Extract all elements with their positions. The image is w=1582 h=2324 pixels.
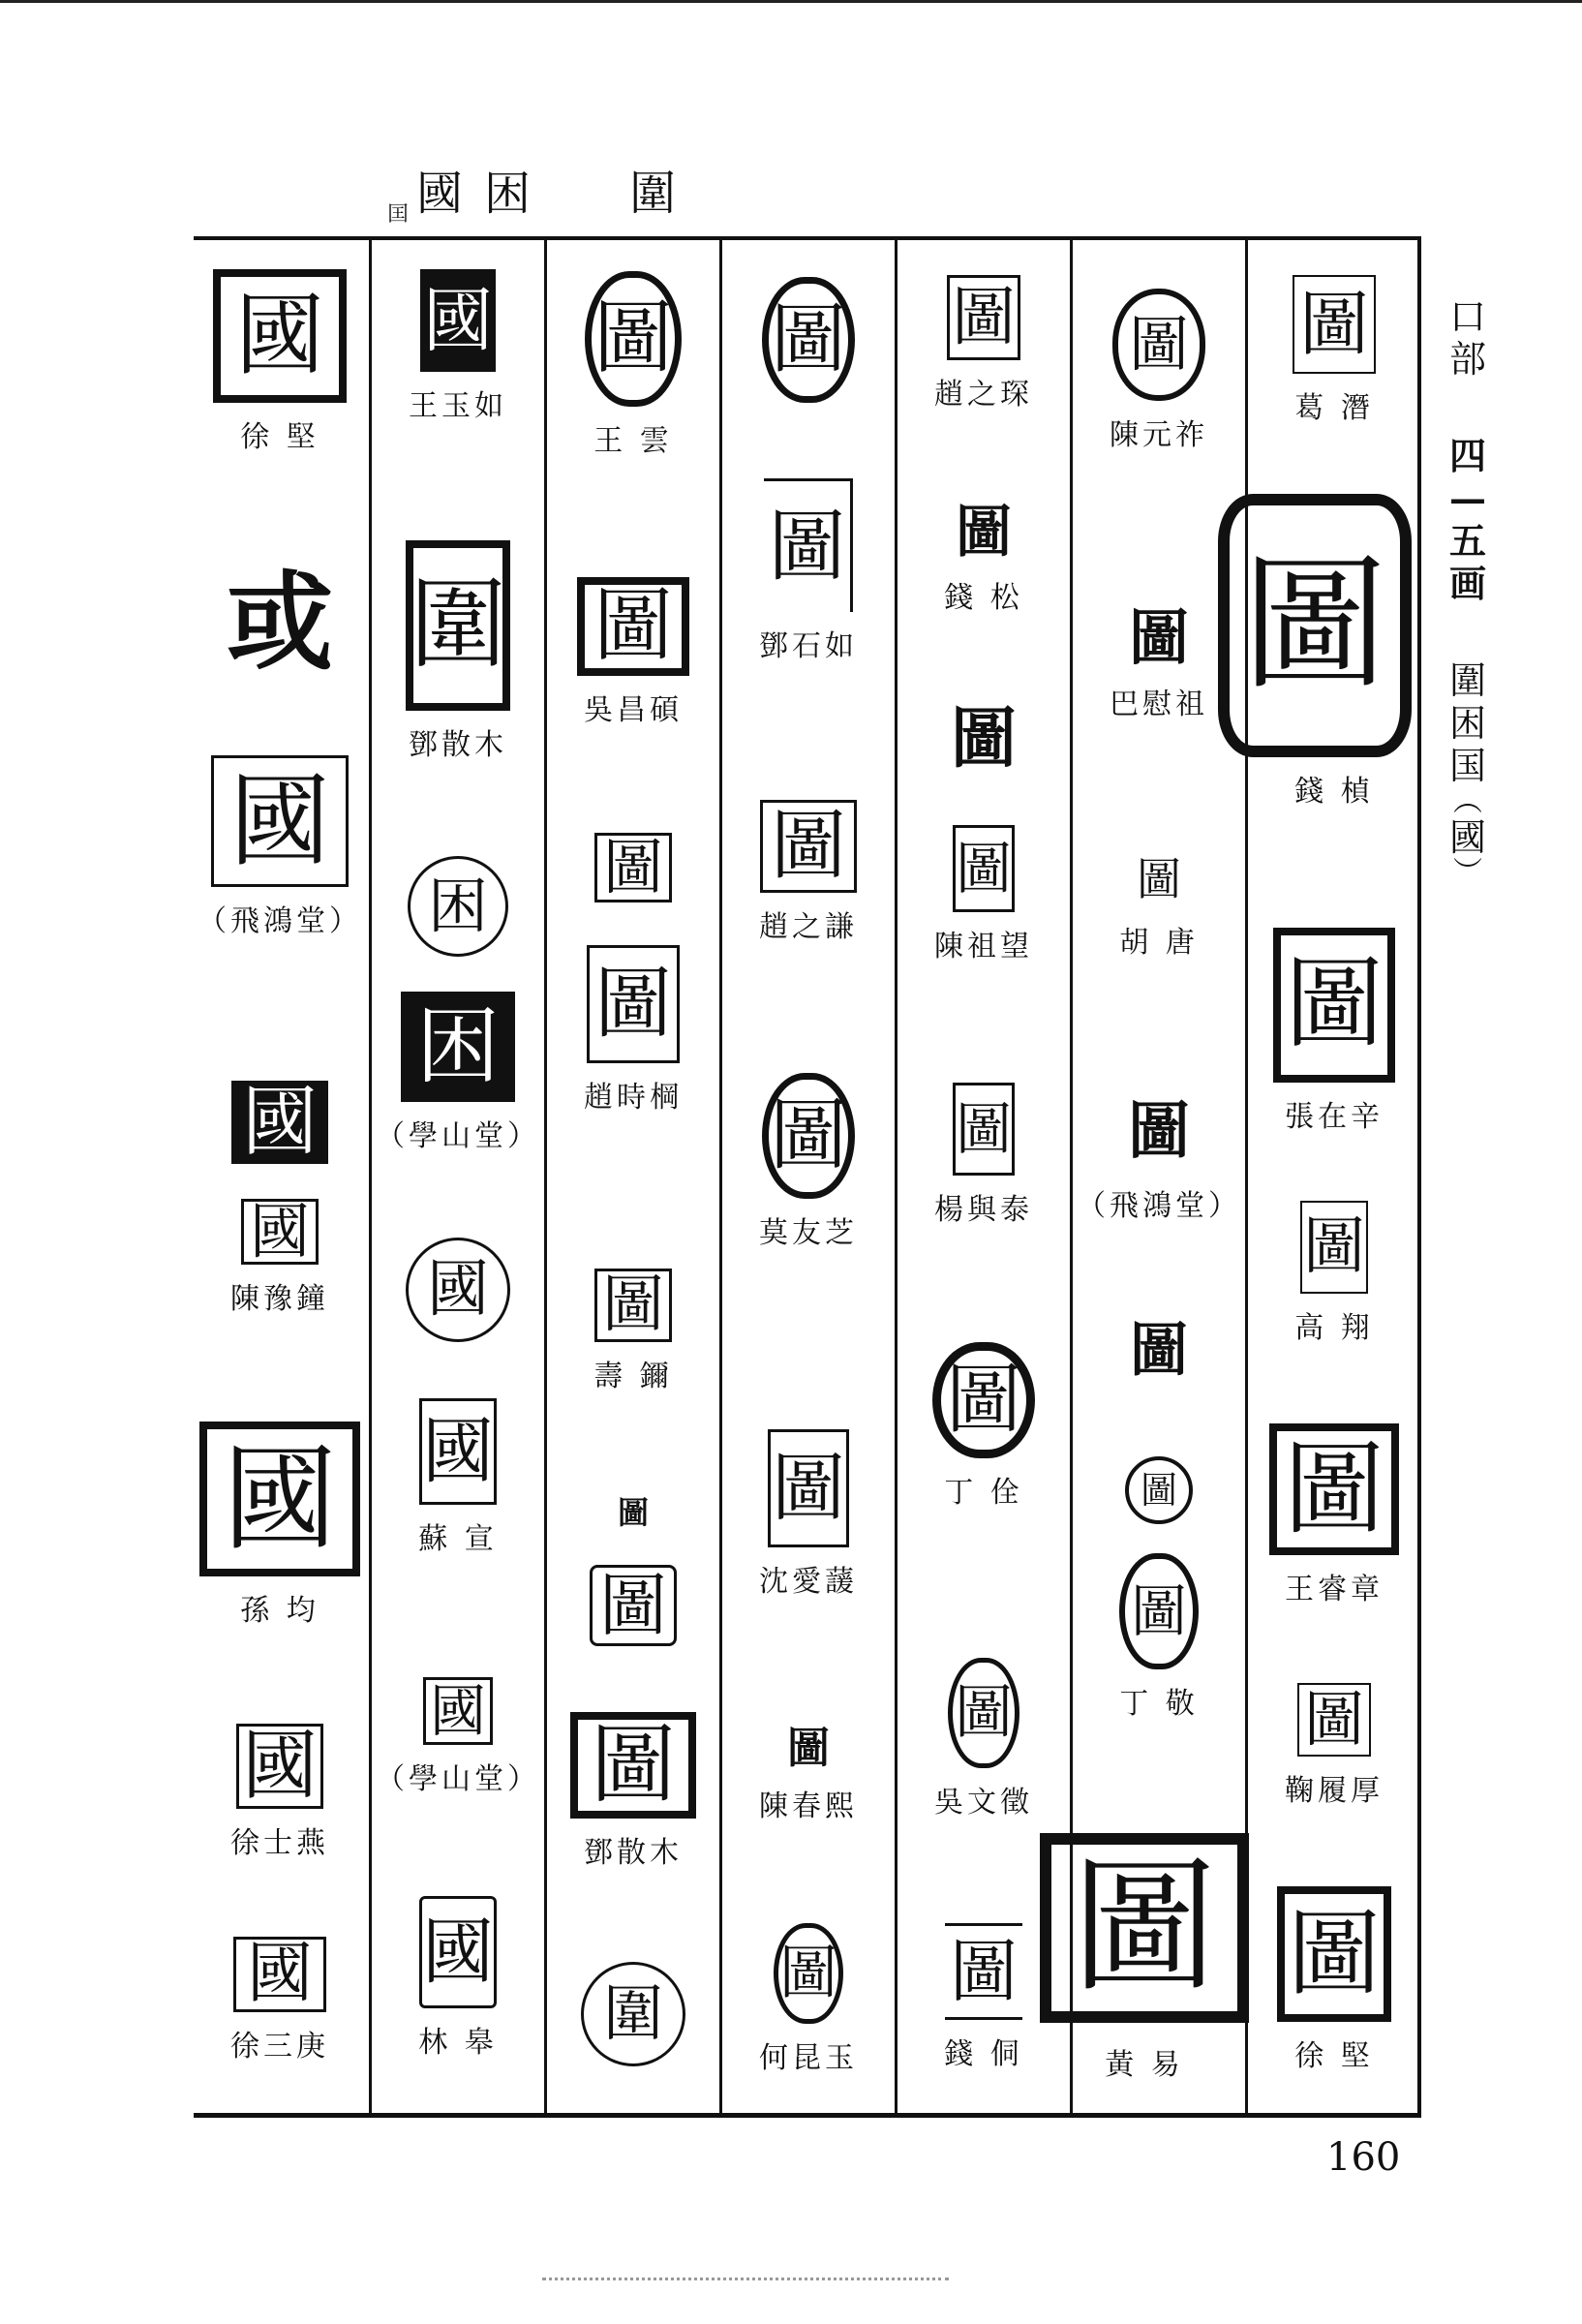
seal-entry bbox=[547, 833, 719, 902]
seal-author: 丁 佺 bbox=[944, 1476, 1023, 1510]
seal-entry bbox=[897, 1658, 1070, 1820]
seal-image: 國 bbox=[406, 1238, 510, 1342]
seal-image: 圖 bbox=[1293, 275, 1376, 374]
seal-entry bbox=[722, 277, 895, 403]
seal-image: 圖 bbox=[768, 1429, 849, 1547]
side-stroke-2: — bbox=[1449, 476, 1486, 520]
seal-author: （學山堂） bbox=[376, 1119, 540, 1153]
seal-entry bbox=[547, 577, 719, 728]
seal-entry bbox=[722, 1923, 895, 2076]
seal-entry bbox=[194, 269, 366, 455]
seal-entry bbox=[1073, 1092, 1245, 1224]
header-small-glyph: 囯 bbox=[387, 202, 410, 227]
seal-image: 圖 bbox=[1119, 1553, 1199, 1669]
seal-image: 國 bbox=[211, 755, 349, 887]
seal-entry bbox=[1248, 1683, 1420, 1809]
seal-image: 圍 bbox=[581, 1962, 685, 2066]
seal-author: （學山堂） bbox=[376, 1762, 540, 1796]
seal-image: 圖 bbox=[774, 1923, 843, 2024]
seal-entry bbox=[722, 1429, 895, 1600]
seal-entry bbox=[1073, 1553, 1245, 1722]
seal-image: 圖 bbox=[1125, 1456, 1193, 1524]
column-4 bbox=[719, 240, 895, 2113]
seal-image: 國 bbox=[233, 1937, 326, 2012]
seal-author: 壽 鑈 bbox=[593, 1360, 673, 1393]
seal-entry bbox=[194, 1422, 366, 1629]
seal-author: 鄧散木 bbox=[584, 1836, 683, 1870]
seal-entry bbox=[194, 755, 366, 939]
seal-author: 何昆玉 bbox=[759, 2041, 858, 2075]
seal-entry bbox=[547, 1269, 719, 1394]
side-title bbox=[1441, 295, 1495, 888]
seal-entry bbox=[897, 500, 1070, 616]
seal-entry bbox=[547, 1712, 719, 1871]
seal-author: 鞠履厚 bbox=[1285, 1774, 1384, 1808]
seal-entry bbox=[194, 1724, 366, 1861]
seal-image: 圖 bbox=[1130, 1317, 1188, 1385]
table-right-border bbox=[1417, 240, 1421, 2113]
seal-image: 圖 bbox=[577, 577, 689, 676]
seal-image: 圖 bbox=[953, 1083, 1015, 1176]
seal-author: 吳昌碩 bbox=[584, 693, 683, 727]
seal-author: 丁 敬 bbox=[1119, 1687, 1199, 1721]
seal-image: 國 bbox=[419, 1896, 497, 2008]
seal-image: 國 bbox=[199, 1422, 360, 1576]
seal-entry bbox=[1248, 1201, 1420, 1346]
seal-entry bbox=[1209, 494, 1420, 810]
seal-author: 蘇 宣 bbox=[418, 1522, 498, 1556]
seal-image: 圖 bbox=[1128, 602, 1189, 673]
seal-image: 圖 bbox=[587, 945, 680, 1063]
seal-author: 張在辛 bbox=[1285, 1100, 1384, 1134]
seal-author: 錢 楨 bbox=[1294, 775, 1374, 809]
side-gap bbox=[1441, 381, 1495, 435]
seal-image: 國 bbox=[241, 1199, 319, 1265]
seal-image: 圖 bbox=[570, 1712, 696, 1819]
seal-author: 高 翔 bbox=[1294, 1311, 1374, 1345]
seal-image: 圖 bbox=[787, 1724, 830, 1773]
seal-author: 楊與泰 bbox=[934, 1193, 1033, 1227]
seal-entry bbox=[372, 992, 544, 1154]
side-paren-close: ︶ bbox=[1453, 856, 1482, 890]
seal-entry bbox=[194, 1081, 366, 1164]
seal-entry bbox=[1038, 1833, 1251, 2083]
seal-author: 沈愛蘐 bbox=[759, 1565, 858, 1599]
seal-entry bbox=[372, 1238, 544, 1342]
header-glyph-2: 困 bbox=[484, 167, 532, 221]
seal-entry bbox=[372, 1677, 544, 1797]
seal-entry bbox=[547, 945, 719, 1116]
header-glyph-3: 圍 bbox=[629, 167, 677, 221]
seal-entry bbox=[1248, 1423, 1420, 1607]
seal-author: 王玉如 bbox=[409, 389, 507, 423]
seal-image: 圖 bbox=[1137, 853, 1181, 905]
seal-image: 國 bbox=[419, 1398, 497, 1505]
seal-image: 國 bbox=[423, 1677, 493, 1745]
seal-entry bbox=[1073, 1456, 1245, 1524]
seal-entry bbox=[722, 800, 895, 945]
column-5 bbox=[895, 240, 1070, 2113]
seal-entry bbox=[897, 700, 1070, 778]
side-char-2: 困 bbox=[1448, 702, 1486, 745]
seal-entry bbox=[897, 825, 1070, 964]
seal-image: 圖 bbox=[1273, 928, 1395, 1083]
seal-image: 圖 bbox=[585, 271, 682, 407]
seal-author: （飛鴻堂） bbox=[1077, 1189, 1241, 1223]
seal-entry bbox=[1248, 1886, 1420, 2074]
column-7 bbox=[1241, 240, 1420, 2113]
seal-image: 國 bbox=[236, 1724, 323, 1809]
seal-author: 錢 松 bbox=[944, 581, 1023, 615]
seal-image: 困 bbox=[401, 992, 515, 1102]
seal-author: 陳春熙 bbox=[759, 1789, 858, 1823]
seal-image: 圖 bbox=[1300, 1201, 1368, 1294]
seal-author: 趙時棡 bbox=[584, 1081, 683, 1115]
seal-entry bbox=[897, 275, 1070, 413]
seal-entry bbox=[547, 1495, 719, 1530]
seal-entry bbox=[1073, 1315, 1245, 1387]
seal-image: 圖 bbox=[594, 1269, 672, 1342]
seal-author: 巴慰祖 bbox=[1110, 688, 1208, 721]
column-2 bbox=[369, 240, 544, 2113]
side-radical: 口部 bbox=[1448, 295, 1486, 381]
seal-image: 圖 bbox=[1040, 1833, 1249, 2023]
seal-entry bbox=[1248, 928, 1420, 1135]
seal-author: 趙之琛 bbox=[934, 378, 1033, 412]
seal-entry bbox=[547, 1962, 719, 2066]
seal-author: 錢 侗 bbox=[944, 2037, 1023, 2071]
seal-image: 圖 bbox=[1277, 1886, 1391, 2022]
seal-author: 陳豫鐘 bbox=[230, 1282, 329, 1316]
side-stroke-1: 四 bbox=[1448, 434, 1486, 477]
seal-entry bbox=[547, 1565, 719, 1646]
seal-image: 圖 bbox=[594, 833, 672, 902]
side-char-1: 圍 bbox=[1448, 659, 1486, 702]
seal-image: 圖 bbox=[617, 1494, 649, 1531]
seal-author: 徐士燕 bbox=[230, 1826, 329, 1860]
seal-image: 或 bbox=[227, 560, 333, 685]
seal-image: 圖 bbox=[1269, 1423, 1399, 1555]
seal-image: 圖 bbox=[1128, 1095, 1190, 1168]
seal-image: 圖 bbox=[955, 499, 1012, 565]
seal-image: 圖 bbox=[1218, 494, 1412, 757]
seal-image: 國 bbox=[231, 1081, 328, 1164]
seal-entry bbox=[372, 1896, 544, 2061]
side-stroke-4: 画 bbox=[1448, 562, 1486, 605]
seal-entry bbox=[897, 1342, 1070, 1511]
seal-entry bbox=[372, 1398, 544, 1557]
seal-image: 圖 bbox=[950, 700, 1017, 778]
seal-image: 圖 bbox=[762, 1073, 855, 1199]
seal-image: 圖 bbox=[932, 1342, 1035, 1458]
seal-image: 國 bbox=[420, 269, 496, 372]
seal-image: 圖 bbox=[945, 1923, 1022, 2020]
seal-author: 黃 易 bbox=[1105, 2048, 1184, 2082]
seal-entry bbox=[372, 856, 544, 957]
seal-image: 圖 bbox=[760, 800, 857, 893]
seal-author: （飛鴻堂） bbox=[198, 904, 362, 938]
seal-entry bbox=[372, 540, 544, 763]
seal-image: 圖 bbox=[1112, 289, 1205, 401]
seal-author: 徐 堅 bbox=[1294, 2039, 1374, 2073]
seal-author: 莫友芝 bbox=[759, 1216, 858, 1250]
seal-author: 葛 潛 bbox=[1294, 391, 1374, 425]
seal-entry bbox=[722, 478, 895, 664]
seal-image: 圖 bbox=[948, 1658, 1019, 1768]
seal-image: 圖 bbox=[947, 275, 1020, 360]
seal-author: 鄧石如 bbox=[759, 629, 858, 663]
seal-entry bbox=[722, 1073, 895, 1251]
column-1 bbox=[194, 240, 369, 2113]
seal-author: 王 雲 bbox=[593, 424, 673, 458]
side-paren-open: ︵ bbox=[1453, 784, 1482, 818]
seal-entry bbox=[372, 269, 544, 424]
seal-author: 吳文徵 bbox=[934, 1786, 1033, 1819]
header-glyph-1: 國 bbox=[416, 167, 464, 221]
side-gap bbox=[1441, 605, 1495, 659]
seal-author: 胡 唐 bbox=[1119, 926, 1199, 960]
seal-entry bbox=[194, 1937, 366, 2064]
side-paren-char: 國 bbox=[1448, 816, 1486, 859]
seal-entry bbox=[1248, 275, 1420, 426]
seal-author: 鄧散木 bbox=[409, 728, 507, 762]
seal-author: 徐 堅 bbox=[240, 420, 319, 454]
seal-image: 圖 bbox=[590, 1565, 677, 1646]
column-3 bbox=[544, 240, 719, 2113]
seal-author: 陳祖望 bbox=[934, 930, 1033, 963]
seal-author: 徐三庚 bbox=[230, 2030, 329, 2064]
seal-image: 圍 bbox=[406, 540, 510, 711]
scan-artifact bbox=[542, 2278, 949, 2280]
seal-author: 王睿章 bbox=[1285, 1573, 1384, 1606]
seal-image: 圖 bbox=[764, 478, 853, 612]
side-stroke-3: 五 bbox=[1448, 519, 1486, 563]
seal-entry bbox=[194, 560, 366, 686]
seal-entry bbox=[547, 271, 719, 459]
seal-entry bbox=[897, 1083, 1070, 1228]
seal-image: 圖 bbox=[762, 277, 855, 403]
seal-image: 困 bbox=[408, 856, 508, 957]
seal-image: 圖 bbox=[953, 825, 1015, 912]
seal-author: 趙之謙 bbox=[759, 910, 858, 944]
seal-author: 陳元祚 bbox=[1110, 418, 1208, 452]
seal-author: 孫 均 bbox=[240, 1594, 319, 1628]
seal-entry bbox=[722, 1726, 895, 1824]
page-number: 160 bbox=[1326, 2135, 1401, 2180]
seal-image: 國 bbox=[213, 269, 347, 403]
seal-entry bbox=[194, 1196, 366, 1317]
seal-author: 林 皋 bbox=[418, 2026, 498, 2060]
seal-entry bbox=[1073, 289, 1245, 453]
seal-entry bbox=[1073, 850, 1245, 961]
top-rule bbox=[0, 0, 1582, 3]
side-char-3: 国 bbox=[1448, 745, 1486, 787]
seal-table bbox=[194, 236, 1421, 2118]
seal-image: 圖 bbox=[1297, 1683, 1371, 1757]
